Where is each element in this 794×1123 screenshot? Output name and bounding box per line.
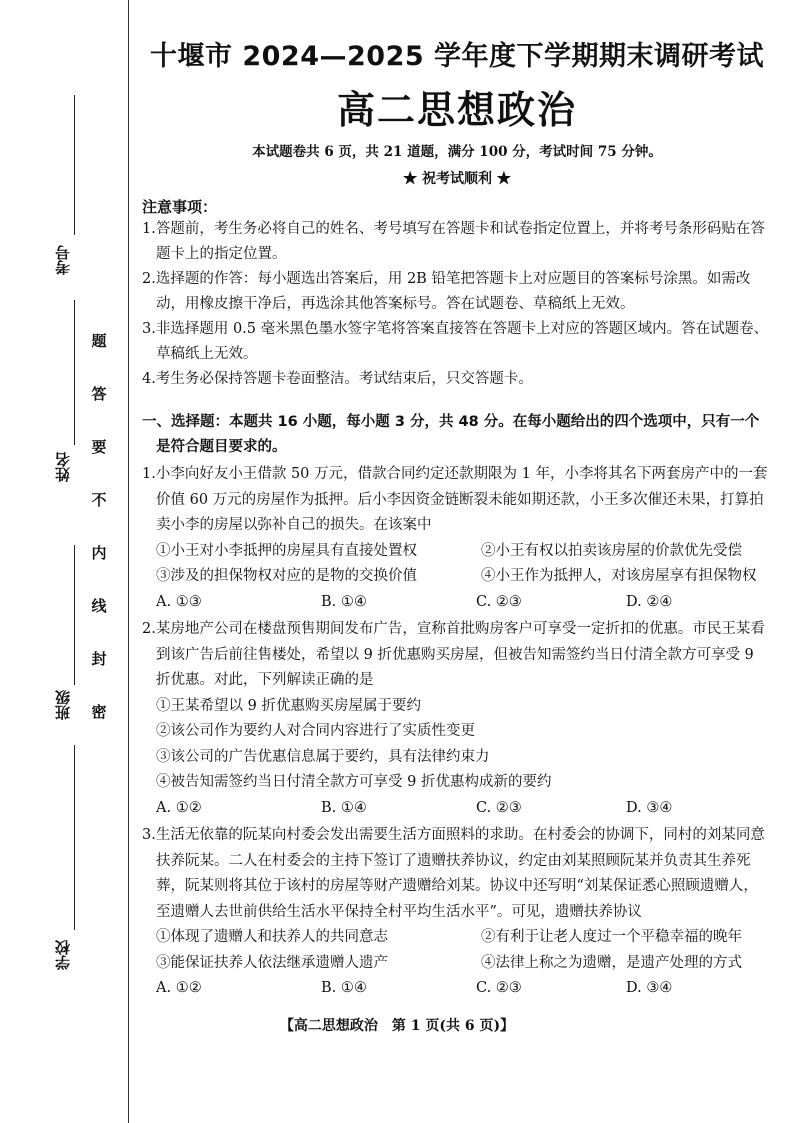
school-blank [74,745,75,930]
choice-c: C. ②③ [476,799,522,816]
exam-title: 十堰市 2024—2025 学年度下学期期末调研考试 [149,41,765,72]
option: ④小王作为抵押人，对该房屋享有担保物权 [481,568,757,584]
question-stem: 2.某房地产公司在楼盘预售期间发布广告，宣称首批购房客户可享受一定折扣的优惠。市民王某看到该广告后前往售楼处，希望以 9 折优惠购买房屋，但被告知需签约当日付清全款方可享受 9 折优惠。对此，下列解读正确的是 [142,621,765,688]
choice-a: A. ①② [156,799,202,816]
seal-char: 封 [91,650,107,668]
section-heading: 一、选择题：本题共 16 小题，每小题 3 分，共 48 分。在每小题给出的四个选项中，只有一个是符合题目要求的。 [142,414,760,455]
option: ④法律上称之为遗赠，是遗产处理的方式 [481,954,742,971]
exam-no-label: 考号 [54,245,72,275]
seal-char: 内 [91,544,107,562]
question-2 [142,617,772,821]
seal-line-text [85,330,113,754]
note-item: 3.非选择题用 0.5 毫米黑色墨水签字笔将答案直接答在答题卡上对应的答题区域内。答在试题卷、草稿纸上无效。 [142,321,769,362]
seal-char: 不 [91,491,107,509]
note-item: 4.考生务必保持答题卡卷面整洁。考试结束后，只交答题卡。 [142,371,533,387]
option: ①小王对小李抵押的房屋具有直接处置权 [156,542,417,559]
seal-char: 要 [91,438,107,456]
seal-char: 线 [91,597,107,615]
class-label: 班级 [54,690,72,720]
option: ②有利于让老人度过一个平稳幸福的晚年 [481,929,742,945]
choice-d: D. ③④ [626,799,673,816]
note-item: 1.答题前，考生务必将自己的姓名、考号填写在答题卡和试卷指定位置上，并将考号条形码贴在答题卡上的指定位置。 [142,221,765,262]
choice-b: B. ①④ [321,799,367,816]
seal-char: 答 [91,385,107,403]
page-footer: 【高二思想政治 第 1 页(共 6 页)】 [279,1018,515,1034]
question-3 [142,823,772,1002]
name-blank [74,300,75,445]
option: ④被告知需签约当日付清全款方可享受 9 折优惠构成新的要约 [156,774,552,790]
choice-d: D. ②④ [626,593,673,610]
choice-a: A. ①② [156,980,202,996]
option: ②该公司作为要约人对合同内容进行了实质性变更 [156,723,475,739]
choice-b: B. ①④ [321,980,367,996]
binding-line [128,0,129,1123]
seal-char: 题 [91,332,107,350]
choice-c: C. ②③ [476,593,522,610]
option: ③涉及的担保物权对应的是物的交换价值 [156,568,417,584]
question-1 [142,462,772,615]
notes-heading: 注意事项： [142,198,218,216]
choice-b: B. ①④ [321,593,367,610]
exam-info: 本试题卷共 6 页，共 21 道题，满分 100 分，考试时间 75 分钟。 [252,144,662,160]
school-label: 学校 [54,940,72,970]
main-content [142,34,772,1002]
option: ③能保证扶养人依法继承遗赠人遗产 [156,954,388,971]
option: ③该公司的广告优惠信息属于要约，具有法律约束力 [156,748,490,765]
good-luck-line: ★ 祝考试顺利 ★ [403,171,511,187]
question-stem: 1.小李向好友小王借款 50 万元，借款合同约定还款期限为 1 年，小李将其名下两套房产中的一套价值 60 万元的房屋作为抵押。后小李因资金链断裂未能如期还款，小王多次催还未果，打算拍卖小李的房屋以弥补自己的损失。在该案中 [142,466,768,533]
option: ①王某希望以 9 折优惠购买房屋属于要约 [156,697,421,714]
name-label: 姓名 [54,452,72,482]
seal-char: 密 [91,703,107,721]
question-stem: 3.生活无依靠的阮某向村委会发出需要生活方面照料的求助。在村委会的协调下，同村的刘某同意扶养阮某。二人在村委会的主持下签订了遗赠扶养协议，约定由刘某照顾阮某并负责其生养死葬，阮某则将其位于该村的房屋等财产遗赠给刘某。协议中还写明“刘某保证悉心照顾遗赠人，至遗赠人去世前供给生活水平保持全村平均生活水平”。可见，遗赠扶养协议 [142,827,765,920]
option: ①体现了遗赠人和扶养人的共同意志 [156,929,388,945]
subject-title: 高二思想政治 [336,88,577,132]
choice-d: D. ③④ [626,980,673,996]
option: ②小王有权以拍卖该房屋的价款优先受偿 [481,542,742,559]
class-blank [74,545,75,685]
choice-c: C. ②③ [476,980,522,996]
exam-no-blank [74,95,75,235]
choice-a: A. ①③ [156,593,202,610]
note-item: 2.选择题的作答：每小题选出答案后，用 2B 铅笔把答题卡上对应题目的答案标号涂黑。如需改动，用橡皮擦干净后，再选涂其他答案标号。答在试题卷、草稿纸上无效。 [142,271,751,312]
